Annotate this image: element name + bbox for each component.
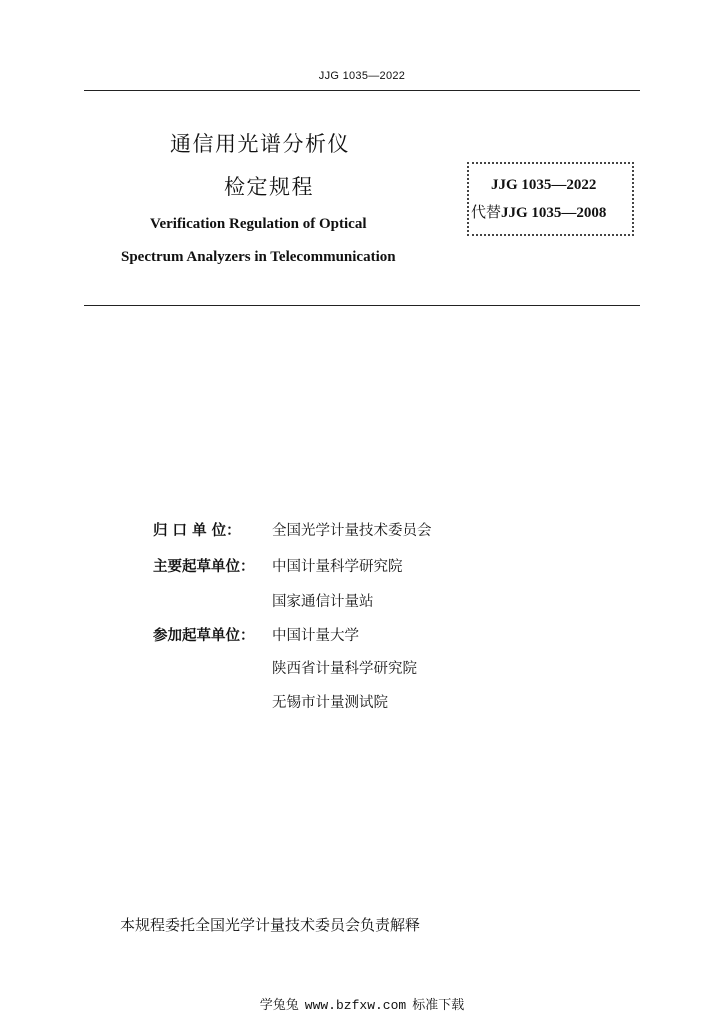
org-label-responsible: 归 口 单 位：: [153, 523, 241, 539]
replaces-code: JJG 1035—2008: [501, 205, 607, 221]
org-value-responsible: 全国光学计量技术委员会: [272, 523, 432, 539]
footer-watermark: [0, 994, 724, 1013]
org-value-participating-1: 中国计量大学: [272, 628, 359, 644]
footer-right: 标准下载: [412, 998, 465, 1013]
title-chinese-line2: 检定规程: [224, 175, 314, 199]
header-standard-code: JJG 1035—2022: [318, 70, 406, 82]
org-label-main-drafting: 主要起草单位：: [153, 559, 255, 575]
org-value-participating-3: 无锡市计量测试院: [272, 695, 388, 711]
footer-url[interactable]: www.bzfxw.com: [304, 998, 407, 1013]
interpretation-note: 本规程委托全国光学计量技术委员会负责解释: [120, 916, 421, 934]
title-chinese-line1: 通信用光谱分析仪: [170, 132, 350, 156]
org-value-main-drafting-2: 国家通信计量站: [272, 594, 374, 610]
top-divider: [84, 90, 640, 91]
org-value-main-drafting-1: 中国计量科学研究院: [272, 559, 403, 575]
middle-divider: [84, 305, 640, 306]
org-value-participating-2: 陕西省计量科学研究院: [272, 661, 417, 677]
replaces-prefix: 代替: [471, 203, 502, 221]
footer-left: 学兔兔: [259, 998, 299, 1013]
title-english-line1: Verification Regulation of Optical: [150, 216, 367, 232]
standard-code-replaces: [471, 201, 606, 222]
title-english-line2: Spectrum Analyzers in Telecommunication: [121, 249, 396, 265]
standard-code-box: [467, 162, 634, 236]
standard-code-current: JJG 1035—2022: [491, 177, 597, 193]
org-label-participating: 参加起草单位：: [153, 628, 255, 644]
